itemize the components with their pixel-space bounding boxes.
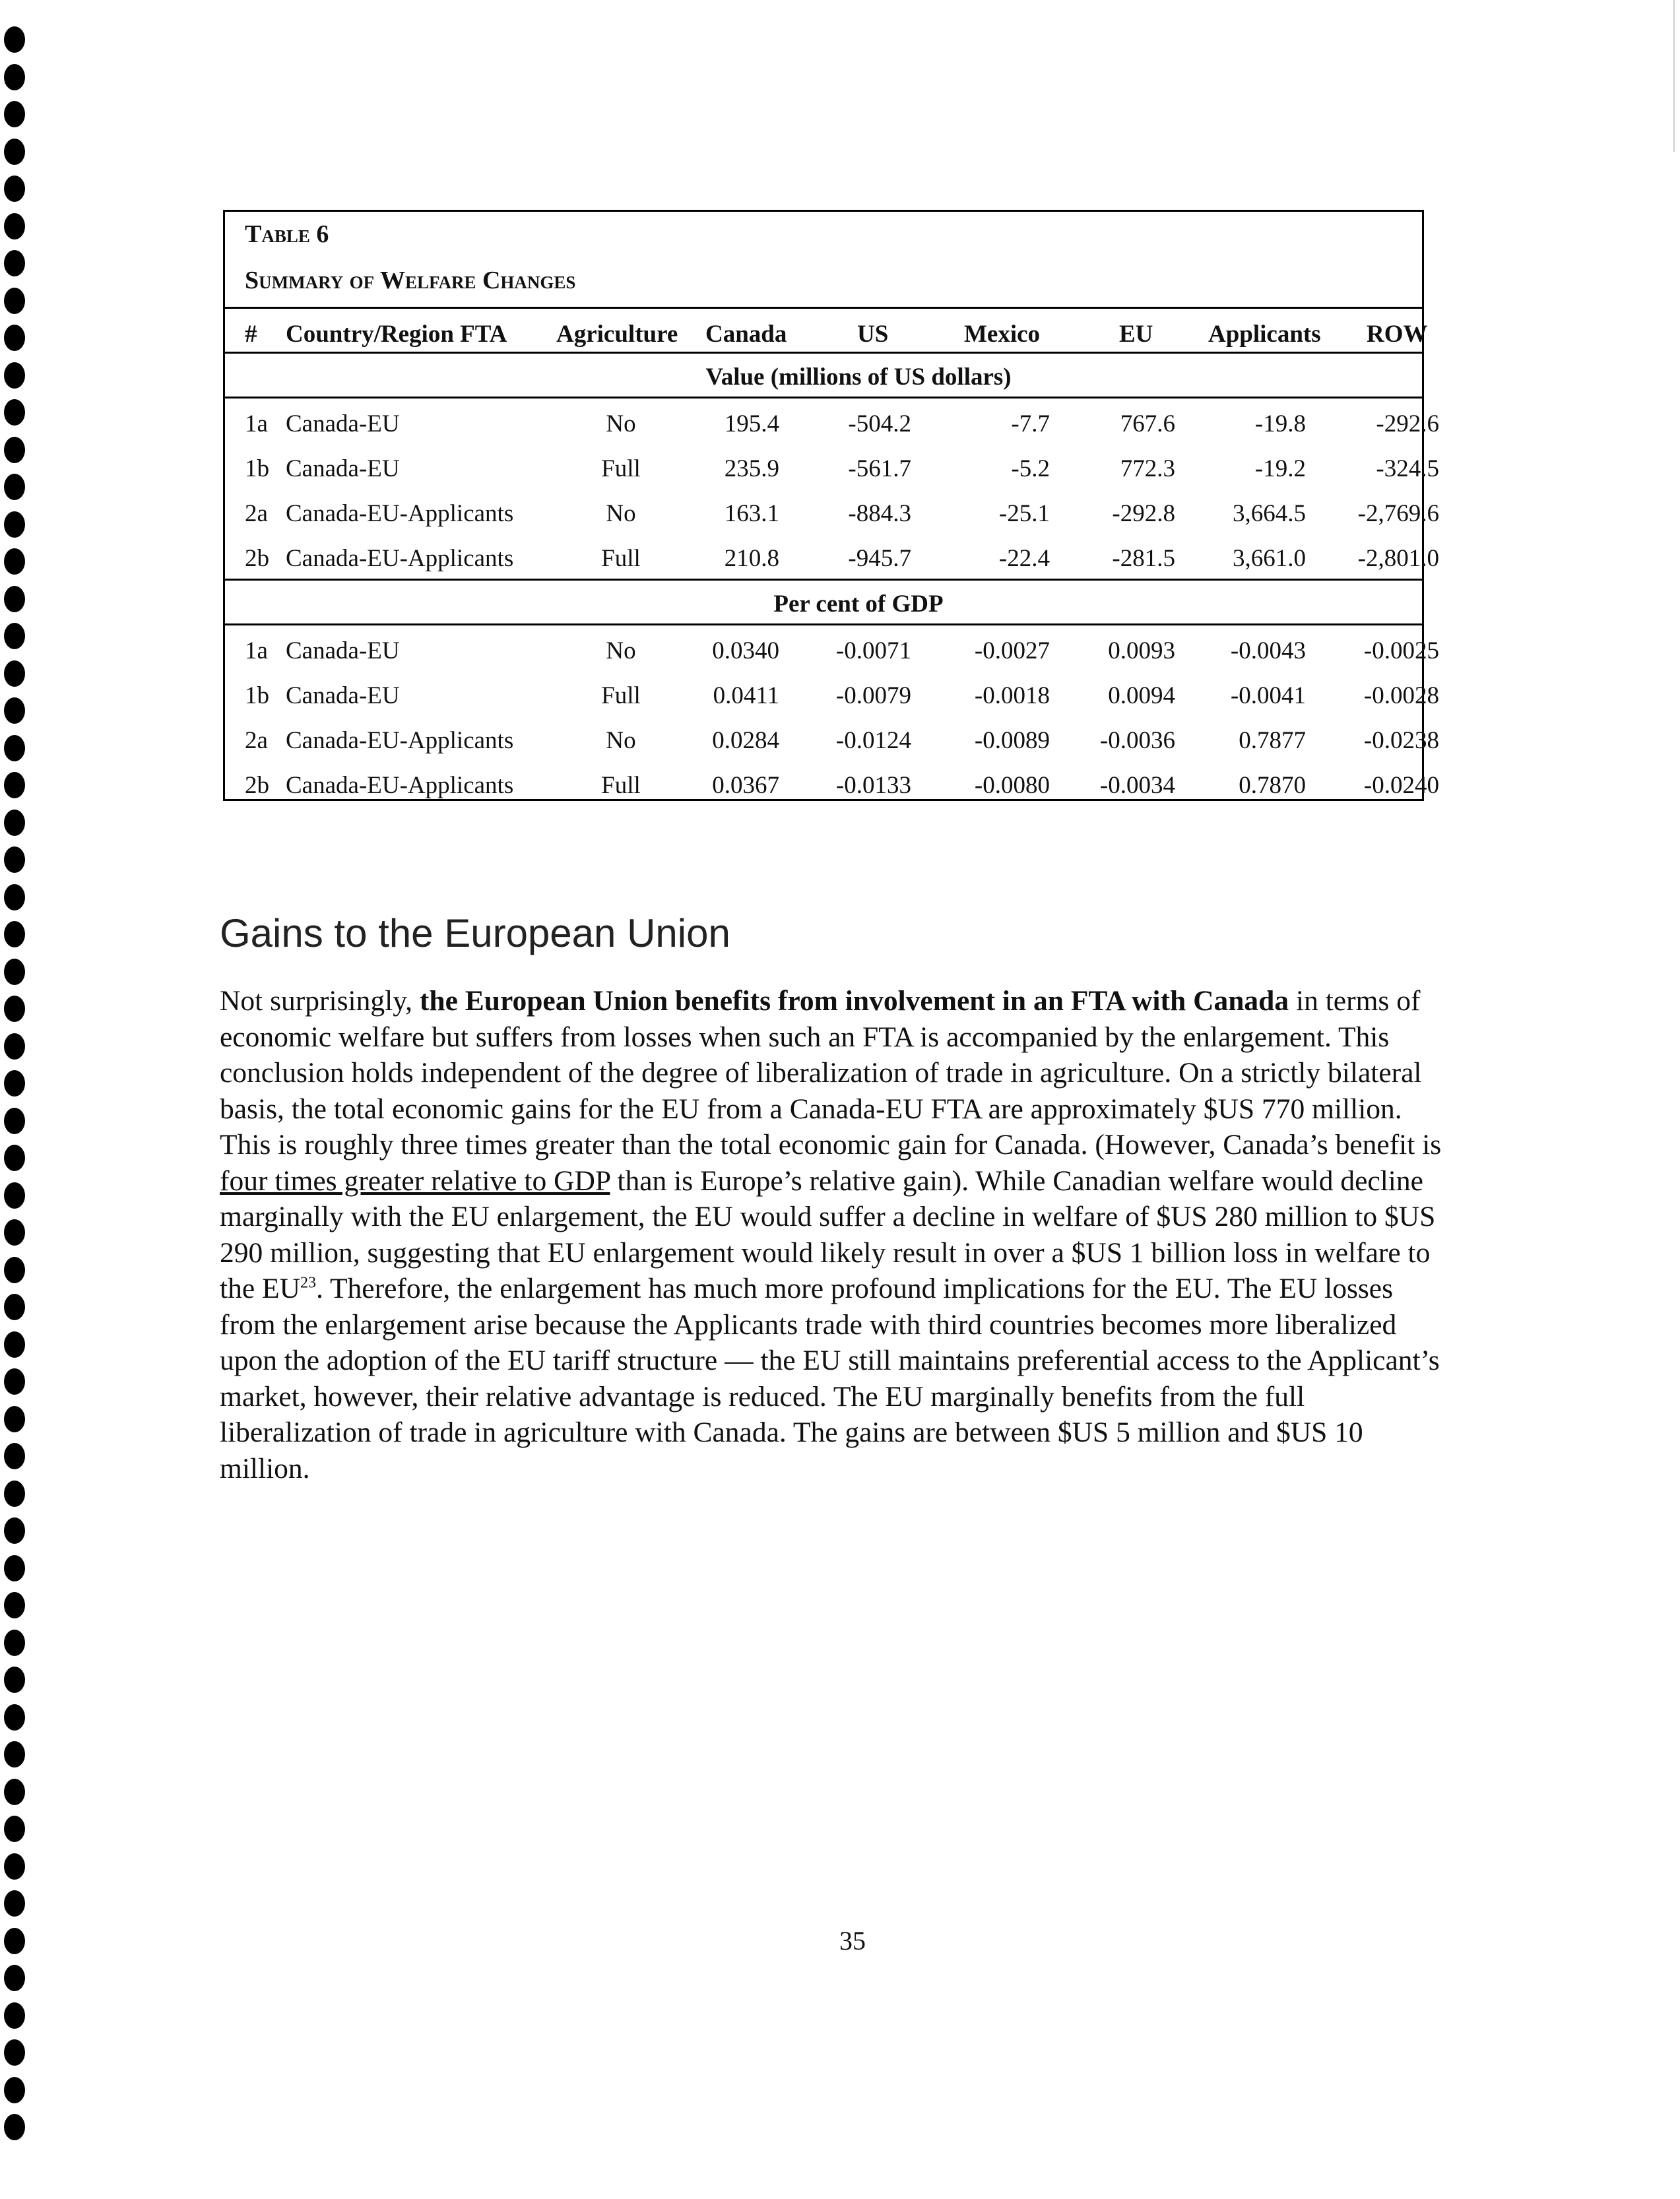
binder-hole [4,996,25,1022]
table-cell: 3,664.5 [1233,500,1306,527]
binder-hole [4,1331,25,1358]
section-title-text: Per cent of GDP [773,590,944,618]
binder-hole [4,399,25,426]
table-rule [225,579,1422,581]
page-edge-line [1673,0,1675,152]
binder-hole [4,362,25,389]
table-cell: 1b [245,682,269,709]
table-cell: 210.8 [724,545,779,572]
column-header: Agriculture [556,321,678,348]
binder-hole [4,1555,25,1581]
table-row [225,627,1439,671]
table-cell: 1a [245,410,268,437]
binder-hole [4,1368,25,1395]
binder-hole [4,1741,25,1768]
table-cell: 767.6 [1120,410,1175,437]
table-cell: No [606,500,636,527]
binder-hole [4,1630,25,1656]
binder-hole [4,1294,25,1320]
table-section-title [225,581,1422,625]
table-cell: 0.7877 [1239,727,1306,754]
table-cell: No [606,727,636,754]
table-rule [225,397,1422,398]
table-cell: 0.0367 [712,772,779,799]
column-header: EU [1119,321,1153,348]
table-cell: -0.0240 [1363,772,1439,799]
table-cell: 163.1 [724,500,779,527]
table-cell: 1a [245,637,268,664]
binder-hole [4,1443,25,1469]
table-cell: -504.2 [848,410,911,437]
binder-hole [4,810,25,836]
column-header: US [857,321,889,348]
table-row [225,445,1439,489]
binder-hole [4,1108,25,1134]
table-cell: 0.0411 [713,682,779,709]
table-cell: -281.5 [1112,545,1175,572]
paragraph-bold-text: the European Union benefits from involvement in an FTA with Canada [419,985,1289,1017]
binder-hole [4,64,25,90]
table-cell: 195.4 [724,410,779,437]
table-cell: -0.0018 [974,682,1050,709]
binder-hole [4,1145,25,1171]
binder-hole [4,623,25,649]
binder-hole [4,586,25,612]
table-cell: 0.7870 [1239,772,1306,799]
table-cell: -324.5 [1376,455,1439,482]
table-cell: -0.0238 [1363,727,1439,754]
column-header: ROW [1367,321,1428,348]
binder-hole [4,1890,25,1917]
column-header: Country/Region FTA [286,321,507,348]
table-cell: -292.8 [1112,500,1175,527]
binder-hole [4,1928,25,1954]
table-cell: 2a [245,727,268,754]
table-cell: -25.1 [998,500,1050,527]
table-cell: -22.4 [998,545,1050,572]
table-cell: 0.0093 [1108,637,1175,664]
table-cell: Full [601,682,641,709]
welfare-table [223,210,1439,801]
section-heading: Gains to the European Union [220,911,730,955]
table-cell: 0.0284 [712,727,779,754]
binder-hole [4,175,25,202]
table-header-row [225,311,1428,354]
table-cell: Canada-EU-Applicants [286,727,514,754]
binder-hole [4,474,25,500]
table-cell: -0.0028 [1363,682,1439,709]
column-header: Canada [705,321,787,348]
binder-hole [4,139,25,165]
table-cell: -0.0043 [1230,637,1306,664]
binder-hole [4,959,25,985]
paragraph-text: than is Europe’s relative gain). While Canadian welfare would decline marginally with the EU enlargement, the EU would suffer a decline in welfare of $US 280 million to $US 290 million, suggesting that EU enlargement would likely result in over a $US 1 billion loss in welfare to the EU [220,1164,1436,1304]
table-cell: -0.0080 [974,772,1050,799]
binder-hole [4,1965,25,1991]
table-cell: Full [601,772,641,799]
table-cell: -0.0025 [1363,637,1439,664]
table-section-title [225,354,1422,398]
table-rule [225,307,1422,309]
column-header: # [245,321,257,348]
column-header: Mexico [964,321,1041,348]
table-cell: -0.0027 [974,637,1050,664]
binder-hole [4,1853,25,1880]
binder-hole [4,26,25,53]
table-cell: -0.0036 [1099,727,1175,754]
table-cell: Canada-EU [286,455,400,482]
binder-hole [4,1219,25,1246]
table-cell: Canada-EU-Applicants [286,500,514,527]
table-row [225,717,1439,761]
table-cell: -0.0124 [835,727,911,754]
table-cell: 2a [245,500,268,527]
binder-hole [4,1704,25,1731]
table-cell: Full [601,455,641,482]
table-row [225,490,1439,534]
section-title-text: Value (millions of US dollars) [705,364,1012,391]
binder-hole [4,511,25,538]
table-cell: 0.0094 [1108,682,1175,709]
binder-hole [4,1779,25,1805]
table-cell: 235.9 [724,455,779,482]
table-cell: 1b [245,455,269,482]
table-cell: -7.7 [1011,410,1050,437]
table-rule [225,352,1422,354]
table-cell: Canada-EU [286,682,400,709]
binder-hole [4,325,25,351]
table-cell: -945.7 [848,545,911,572]
binder-hole [4,213,25,239]
table-cell: -0.0071 [835,637,911,664]
binder-hole [4,884,25,910]
table-cell: Canada-EU [286,637,400,664]
table-cell: No [606,410,636,437]
table-cell: 2b [245,772,269,799]
table-cell: -884.3 [848,500,911,527]
table-cell: No [606,637,636,664]
table-cell: 0.0340 [712,637,779,664]
table-cell: -561.7 [848,455,911,482]
table-cell: -0.0034 [1099,772,1175,799]
binder-hole [4,1070,25,1097]
footnote-marker: 23 [300,1274,317,1292]
table-label: Table 6 [245,220,329,248]
table-cell: Canada-EU [286,410,400,437]
binder-hole [4,101,25,127]
table-cell: -2,801.0 [1357,545,1439,572]
column-header: Applicants [1208,321,1321,348]
binder-hole [4,1033,25,1060]
table-title: Summary of Welfare Changes [245,267,576,294]
body-paragraph [220,983,1454,1486]
table-cell: -0.0041 [1230,682,1306,709]
binder-hole [4,772,25,798]
binder-hole [4,1592,25,1618]
binder-hole [4,846,25,873]
binder-holes [4,26,30,2151]
table-row [225,400,1439,444]
table-cell: -0.0089 [974,727,1050,754]
table-cell: -19.8 [1254,410,1306,437]
binder-hole [4,921,25,947]
table-cell: 772.3 [1120,455,1175,482]
table-row [225,762,1439,806]
binder-hole [4,697,25,724]
binder-hole [4,288,25,314]
table-cell: Canada-EU-Applicants [286,545,514,572]
binder-hole [4,1517,25,1544]
table-cell: 3,661.0 [1233,545,1306,572]
binder-hole [4,250,25,276]
paragraph-text: Not surprisingly, [220,985,420,1017]
page-number: 35 [839,1926,866,1956]
table-cell: -292.6 [1376,410,1439,437]
binder-hole [4,1257,25,1283]
table-cell: -2,769.6 [1357,500,1439,527]
table-row [225,672,1439,716]
paragraph-text: . Therefore, the enlargement has much more profound implications for the EU. The EU losses from the enlargement arise because the Applicants trade with third countries becomes more liberalized upon the adoption of the EU tariff structure — the EU still maintains preferential access to the Applicant’s market, however, their relative advantage is reduced. The EU marginally benefits from the full liberalization of trade in agriculture with Canada. The gains are between $US 5 million and $US 10 million. [220,1273,1440,1484]
table-cell: -0.0079 [835,682,911,709]
binder-hole [4,1406,25,1432]
binder-hole [4,1481,25,1507]
table-cell: Full [601,545,641,572]
binder-hole [4,1816,25,1842]
table-cell: 2b [245,545,269,572]
table-cell: -5.2 [1011,455,1050,482]
binder-hole [4,2077,25,2103]
paragraph-text: in terms of economic welfare but suffers from losses when such an FTA is accompanied by the enlargement. This conclusion holds independent of the degree of liberalization of trade in agriculture. On a strictly bilateral basis, the total economic gains for the EU from a Canada-EU FTA are approximately $US 770 million. This is roughly three times greater than the total economic gain for Canada. (However, Canada’s benefit is [220,985,1442,1161]
paragraph-underlined-text: four times greater relative to GDP [220,1164,610,1197]
table-row [225,535,1439,579]
binder-hole [4,548,25,575]
binder-hole [4,437,25,463]
table-cell: -19.2 [1254,455,1306,482]
binder-hole [4,2114,25,2140]
binder-hole [4,2002,25,2029]
table-cell: -0.0133 [835,772,911,799]
binder-hole [4,1667,25,1693]
table-rule [225,623,1422,625]
binder-hole [4,1182,25,1209]
binder-hole [4,660,25,687]
binder-hole [4,735,25,761]
table-cell: Canada-EU-Applicants [286,772,514,799]
binder-hole [4,2039,25,2066]
